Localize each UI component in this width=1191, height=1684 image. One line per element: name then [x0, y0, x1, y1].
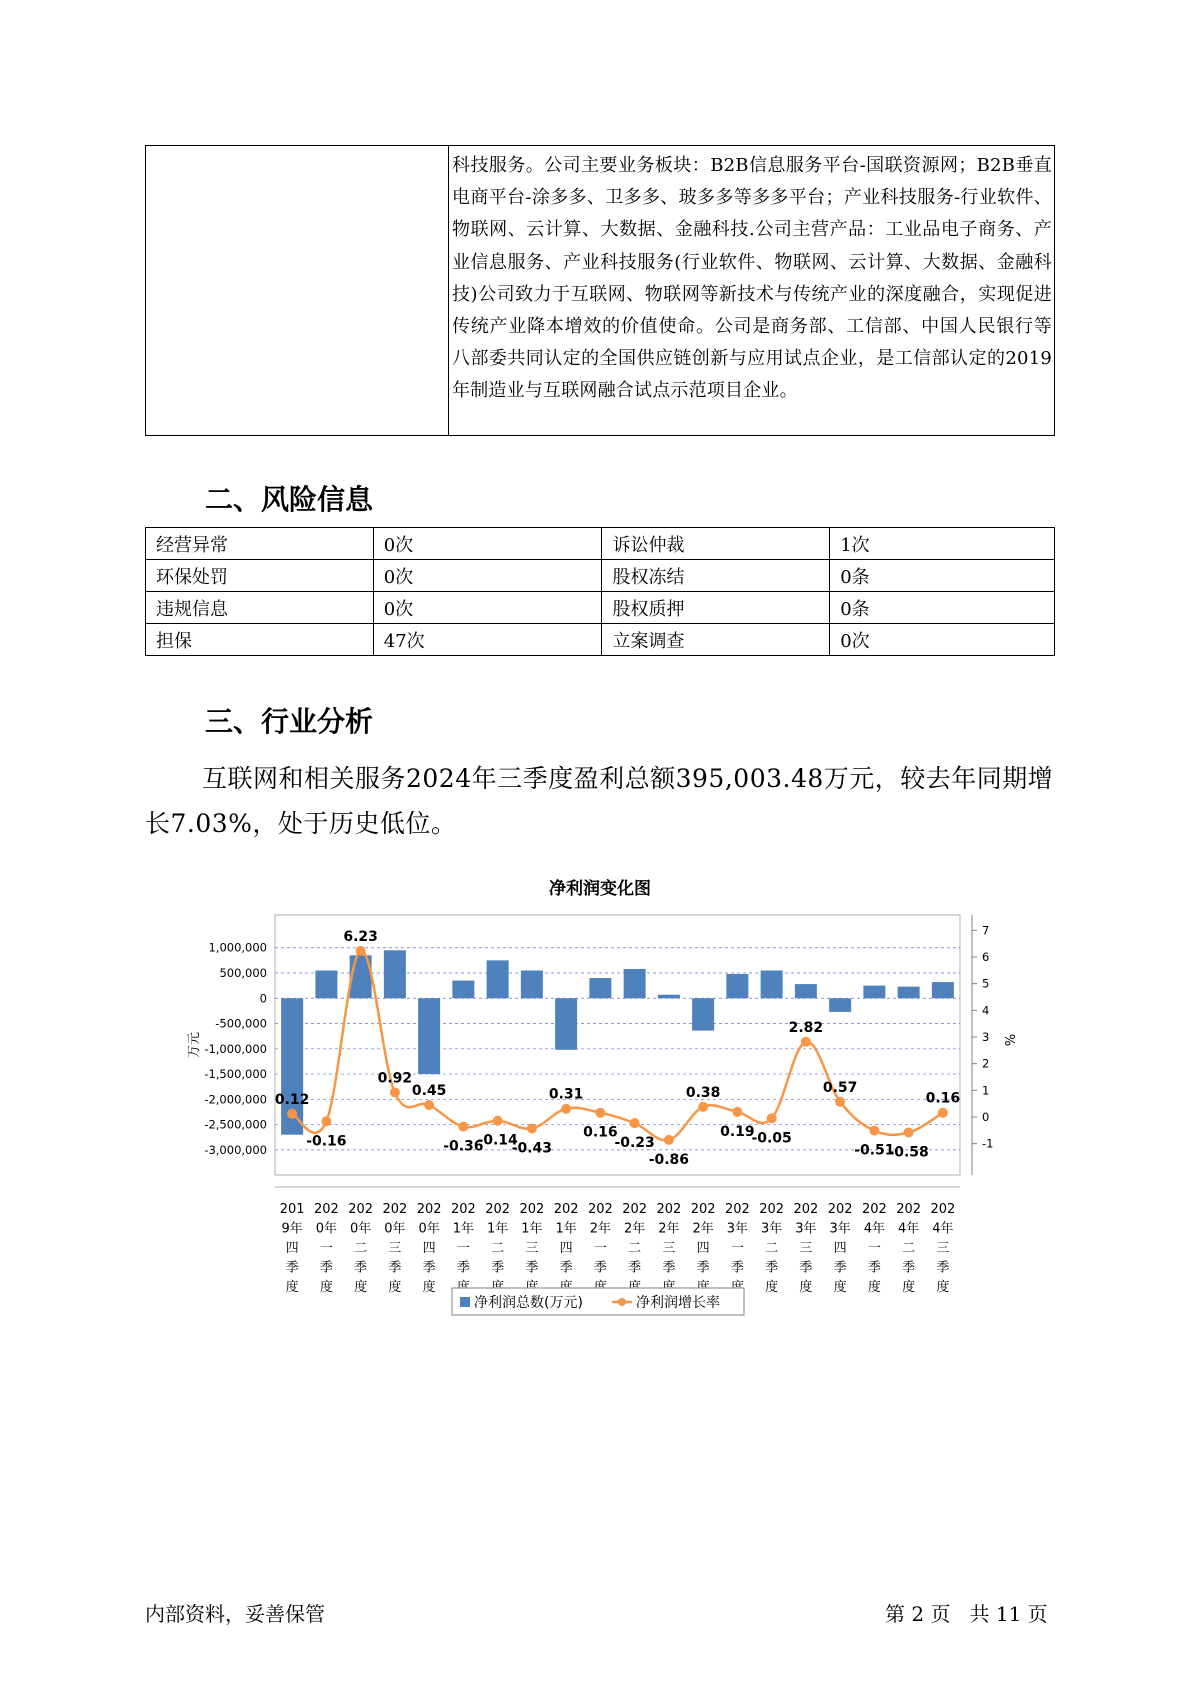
x-tick-label-line: 0年	[418, 1221, 440, 1237]
x-tick-label	[828, 1202, 853, 1295]
bar	[795, 984, 817, 998]
y-tick-label: 0	[259, 991, 267, 1006]
x-tick-label-line: 四	[559, 1241, 573, 1256]
growth-rate-point	[801, 1037, 811, 1047]
bar	[692, 998, 714, 1030]
bar	[452, 981, 474, 999]
x-tick-label-line: 一	[456, 1241, 470, 1256]
x-tick-label-line: 季	[422, 1260, 436, 1276]
growth-rate-data-label: 0.31	[548, 1086, 584, 1103]
growth-rate-point	[424, 1100, 434, 1110]
x-tick-label-line: 季	[491, 1260, 505, 1276]
x-tick-label-line: 四	[833, 1241, 847, 1256]
growth-rate-data-label: 0.16	[925, 1090, 961, 1107]
y2-tick-label: 4	[982, 1003, 990, 1018]
growth-rate-data-label: -0.43	[511, 1140, 553, 1157]
growth-rate-point	[321, 1116, 331, 1126]
industry-analysis-paragraph: 互联网和相关服务2024年三季度盈利总额395,003.48万元，较去年同期增长7.03%，处于历史低位。	[145, 764, 1054, 838]
growth-rate-data-label: -0.16	[306, 1133, 347, 1150]
x-tick-label-line: 4年	[932, 1221, 954, 1237]
x-tick-label-line: 季	[525, 1260, 539, 1276]
x-tick-label-line: 度	[799, 1280, 813, 1295]
x-tick-label	[519, 1202, 544, 1295]
x-tick-label-line: 季	[936, 1260, 950, 1276]
x-tick-label-line: 季	[730, 1260, 744, 1276]
x-tick-label-line: 季	[319, 1260, 333, 1276]
x-tick-label	[485, 1202, 510, 1295]
footer-confidential-note: 内部资料，妥善保管	[145, 1602, 325, 1626]
x-tick-label-line: 季	[799, 1260, 813, 1276]
y2-axis-label: %	[1001, 1033, 1016, 1047]
bar	[726, 974, 748, 998]
growth-rate-data-label: 6.23	[343, 928, 378, 945]
bar	[384, 950, 406, 998]
x-tick-label-line: 2年	[623, 1221, 646, 1237]
x-tick-label-line: 度	[765, 1280, 779, 1295]
bar	[487, 960, 509, 998]
risk-item-label: 担保	[146, 624, 374, 656]
y2-tick-label: 3	[982, 1030, 990, 1044]
growth-rate-data-label: -0.14	[477, 1132, 518, 1149]
x-tick-label-line: 2年	[589, 1221, 612, 1237]
growth-rate-data-label: 0.16	[583, 1124, 618, 1141]
x-tick-label-line: 度	[936, 1280, 950, 1295]
net-profit-chart	[170, 870, 1016, 1330]
x-tick-label-line: 季	[559, 1260, 573, 1276]
x-tick-label-line: 度	[833, 1280, 847, 1295]
bar	[521, 970, 543, 998]
growth-rate-point	[869, 1126, 879, 1136]
footer-page-number: 第 2 页 共 11 页	[885, 1602, 1048, 1626]
company-info-label-cell	[146, 146, 449, 435]
x-tick-label	[451, 1202, 476, 1295]
risk-item-label: 股权质押	[602, 592, 830, 624]
growth-rate-point	[287, 1109, 297, 1119]
x-tick-label	[314, 1202, 339, 1295]
risk-item-value: 1次	[830, 528, 1055, 560]
x-tick-label-line: 季	[765, 1260, 779, 1276]
x-tick-label-line: 202	[896, 1202, 922, 1217]
growth-rate-data-label: 0.38	[685, 1084, 721, 1101]
x-tick-label-line: 202	[656, 1202, 682, 1217]
x-tick-label-line: 一	[730, 1241, 744, 1256]
y2-tick-label: 2	[982, 1056, 990, 1071]
x-tick-label-line: 202	[485, 1202, 511, 1217]
x-tick-label-line: 202	[622, 1202, 648, 1217]
y2-tick-label: 7	[982, 923, 990, 938]
growth-rate-point	[595, 1108, 605, 1118]
x-tick-label-line: 四	[696, 1241, 710, 1256]
risk-table-row	[146, 528, 1055, 560]
growth-rate-point	[835, 1097, 845, 1107]
x-tick-label	[382, 1202, 407, 1295]
x-tick-label-line: 四	[285, 1241, 299, 1256]
risk-table-row	[146, 592, 1055, 624]
x-tick-label-line: 0年	[384, 1221, 406, 1237]
bar	[589, 978, 611, 998]
growth-rate-point	[493, 1116, 503, 1126]
growth-rate-data-label: -0.23	[614, 1135, 655, 1152]
risk-table-row	[146, 560, 1055, 592]
x-tick-label-line: 202	[553, 1202, 579, 1217]
x-tick-label-line: 1年	[452, 1221, 475, 1237]
x-tick-label-line: 202	[313, 1202, 339, 1217]
y-tick-label: -1,500,000	[204, 1067, 267, 1082]
x-tick-label-line: 度	[388, 1280, 402, 1295]
x-tick-label-line: 4年	[863, 1221, 886, 1237]
x-tick-label-line: 202	[416, 1202, 442, 1217]
bar	[418, 998, 440, 1074]
x-tick-label-line: 202	[759, 1202, 785, 1217]
x-tick-label	[862, 1202, 887, 1295]
growth-rate-data-label: 0.92	[377, 1070, 413, 1087]
risk-item-value: 0次	[373, 528, 602, 560]
legend-line-marker	[618, 1298, 626, 1306]
x-tick-label-line: 一	[867, 1241, 881, 1256]
bar	[898, 987, 920, 999]
y-tick-label: -2,000,000	[204, 1092, 267, 1107]
x-tick-label-line: 度	[319, 1280, 333, 1295]
x-tick-label-line: 一	[593, 1241, 607, 1256]
x-tick-label-line: 202	[519, 1202, 545, 1217]
x-tick-label-line: 201	[279, 1202, 305, 1217]
x-tick-label	[417, 1202, 442, 1295]
x-tick-label-line: 度	[867, 1280, 881, 1295]
y2-tick-label: 6	[982, 950, 990, 964]
growth-rate-point	[458, 1122, 468, 1132]
risk-item-label: 诉讼仲裁	[602, 528, 830, 560]
risk-item-label: 股权冻结	[602, 560, 830, 592]
risk-item-label: 违规信息	[146, 592, 374, 624]
x-tick-label-line: 2年	[692, 1221, 714, 1237]
x-tick-label-line: 度	[902, 1280, 916, 1295]
section-title-industry: 三、行业分析	[205, 705, 374, 738]
x-tick-label	[759, 1202, 784, 1295]
y2-tick-label: 5	[982, 976, 990, 991]
x-tick-label-line: 3年	[726, 1221, 749, 1237]
x-tick-label-line: 0年	[349, 1221, 372, 1237]
y2-tick-label: -1	[982, 1136, 994, 1151]
bar	[624, 969, 646, 998]
x-tick-label-line: 三	[525, 1241, 539, 1256]
bar	[761, 970, 783, 998]
bar	[829, 998, 851, 1012]
risk-item-value: 0条	[830, 592, 1055, 624]
section-title-risk: 二、风险信息	[205, 483, 374, 516]
x-tick-label-line: 季	[456, 1260, 470, 1276]
growth-rate-data-label: -0.05	[751, 1130, 792, 1147]
growth-rate-data-label: 0.57	[822, 1079, 858, 1096]
risk-item-value: 0次	[830, 624, 1055, 656]
x-tick-label	[896, 1202, 921, 1295]
risk-item-value: 0次	[373, 560, 602, 592]
x-tick-label-line: 季	[593, 1260, 607, 1276]
x-tick-label	[691, 1202, 716, 1295]
x-tick-label-line: 季	[285, 1260, 299, 1276]
x-tick-label	[656, 1202, 681, 1295]
x-tick-label-line: 季	[628, 1260, 642, 1276]
growth-rate-point	[767, 1113, 777, 1123]
growth-rate-data-label: -0.58	[888, 1144, 929, 1161]
bar	[555, 998, 577, 1050]
y-tick-label: 1,000,000	[208, 940, 267, 955]
y-tick-label: -1,000,000	[204, 1041, 267, 1056]
x-tick-label-line: 季	[867, 1260, 881, 1276]
bar	[315, 970, 337, 998]
x-tick-label-line: 202	[724, 1202, 750, 1217]
y2-tick-label: 1	[982, 1083, 990, 1098]
bar	[932, 982, 954, 998]
legend-bar-swatch	[460, 1297, 470, 1307]
y-axis-label: 万元	[187, 1031, 202, 1059]
risk-table-row	[146, 624, 1055, 656]
x-tick-label-line: 二	[902, 1241, 916, 1256]
chart-title: 净利润变化图	[549, 879, 651, 899]
legend-line-label: 净利润增长率	[636, 1295, 720, 1311]
y2-tick-label: 0	[982, 1110, 990, 1124]
x-tick-label-line: 季	[662, 1260, 676, 1276]
y-tick-label: -2,500,000	[204, 1117, 267, 1132]
x-tick-label-line: 4年	[897, 1221, 920, 1237]
risk-item-label: 立案调查	[602, 624, 830, 656]
bar	[658, 995, 680, 999]
x-tick-label	[588, 1202, 613, 1295]
growth-rate-point	[904, 1127, 914, 1137]
growth-rate-point	[630, 1118, 640, 1128]
x-tick-label-line: 202	[827, 1202, 853, 1217]
growth-rate-data-label: -0.86	[648, 1151, 690, 1168]
growth-rate-data-label: -0.36	[443, 1138, 484, 1155]
y-tick-label: 500,000	[219, 966, 267, 980]
x-tick-label-line: 202	[587, 1202, 613, 1217]
x-tick-label-line: 202	[690, 1202, 716, 1217]
x-tick-label	[930, 1202, 955, 1295]
x-tick-label-line: 202	[450, 1202, 476, 1217]
x-tick-label	[348, 1202, 373, 1295]
x-tick-label	[725, 1202, 750, 1295]
x-tick-label-line: 三	[936, 1241, 950, 1256]
x-tick-label-line: 度	[285, 1280, 299, 1295]
x-tick-label-line: 季	[388, 1260, 402, 1276]
risk-item-value: 0条	[830, 560, 1055, 592]
x-tick-label-line: 一	[319, 1241, 333, 1256]
y-tick-label: -500,000	[215, 1016, 267, 1031]
risk-item-value: 47次	[373, 624, 602, 656]
x-tick-label-line: 3年	[795, 1221, 817, 1237]
growth-rate-point	[698, 1102, 708, 1112]
growth-rate-point	[390, 1087, 400, 1097]
growth-rate-point	[527, 1123, 537, 1133]
x-tick-label-line: 202	[930, 1202, 956, 1217]
bar	[863, 986, 885, 999]
growth-rate-point	[561, 1104, 571, 1114]
x-tick-label-line: 0年	[315, 1221, 338, 1237]
growth-rate-point	[732, 1107, 742, 1117]
risk-item-value: 0次	[373, 592, 602, 624]
x-tick-label-line: 二	[765, 1241, 779, 1256]
x-tick-label-line: 三	[388, 1241, 402, 1256]
x-tick-label-line: 1年	[486, 1221, 509, 1237]
x-tick-label-line: 2年	[658, 1221, 680, 1237]
growth-rate-data-label: 0.19	[720, 1123, 755, 1140]
x-tick-label-line: 度	[422, 1280, 436, 1295]
x-tick-label-line: 度	[354, 1280, 368, 1295]
x-tick-label-line: 3年	[829, 1221, 851, 1237]
x-tick-label	[793, 1202, 818, 1295]
growth-rate-data-label: 0.12	[274, 1091, 310, 1108]
x-tick-label-line: 季	[833, 1260, 847, 1276]
growth-rate-point	[938, 1108, 948, 1118]
growth-rate-data-label: 0.45	[411, 1083, 447, 1099]
x-tick-label-line: 三	[662, 1241, 676, 1256]
x-tick-label-line: 202	[348, 1202, 374, 1217]
y-tick-label: -3,000,000	[204, 1142, 267, 1157]
x-tick-label-line: 1年	[555, 1221, 577, 1237]
legend-bar-label: 净利润总数(万元)	[474, 1295, 583, 1311]
x-tick-label-line: 202	[382, 1202, 408, 1217]
x-tick-label-line: 1年	[521, 1221, 543, 1237]
risk-info-table	[145, 527, 1055, 656]
x-tick-label	[280, 1202, 305, 1295]
x-tick-label	[622, 1202, 647, 1295]
growth-rate-point	[664, 1135, 674, 1145]
growth-rate-data-label: 2.82	[788, 1019, 824, 1036]
x-tick-label-line: 季	[354, 1260, 368, 1276]
company-info-table	[145, 145, 1055, 436]
x-tick-label-line: 二	[491, 1241, 505, 1256]
x-tick-label-line: 二	[354, 1241, 368, 1256]
risk-item-label: 经营异常	[146, 528, 374, 560]
x-tick-label-line: 三	[799, 1241, 813, 1256]
x-tick-label-line: 9年	[281, 1221, 303, 1237]
company-intro-text: 科技服务。公司主要业务板块：B2B信息服务平台-国联资源网；B2B垂直电商平台-涂多多、卫多多、玻多多等多多平台；产业科技服务-行业软件、物联网、云计算、大数据、金融科技.公司主营产品：工业品电子商务、产业信息服务、产业科技服务(行业软件、物联网、云计算、大数据、金融科技)公司致力于互联网、物联网等新技术与传统产业的深度融合，实现促进传统产业降本增效的价值使命。公司是商务部、工信部、中国人民银行等八部委共同认定的全国供应链创新与应用试点企业，是工信部认定的2019年制造业与互联网融合试点示范项目企业。	[452, 155, 1052, 402]
growth-rate-data-label: -0.51	[854, 1142, 895, 1159]
x-tick-label-line: 202	[793, 1202, 819, 1217]
risk-item-label: 环保处罚	[146, 560, 374, 592]
x-tick-label	[554, 1202, 579, 1295]
x-tick-label-line: 202	[861, 1202, 887, 1217]
x-tick-label-line: 3年	[760, 1221, 783, 1237]
growth-rate-point	[356, 946, 366, 956]
x-tick-label-line: 季	[696, 1260, 710, 1276]
x-tick-label-line: 二	[628, 1241, 642, 1256]
x-tick-label-line: 四	[422, 1241, 436, 1256]
x-tick-label-line: 季	[902, 1260, 916, 1276]
